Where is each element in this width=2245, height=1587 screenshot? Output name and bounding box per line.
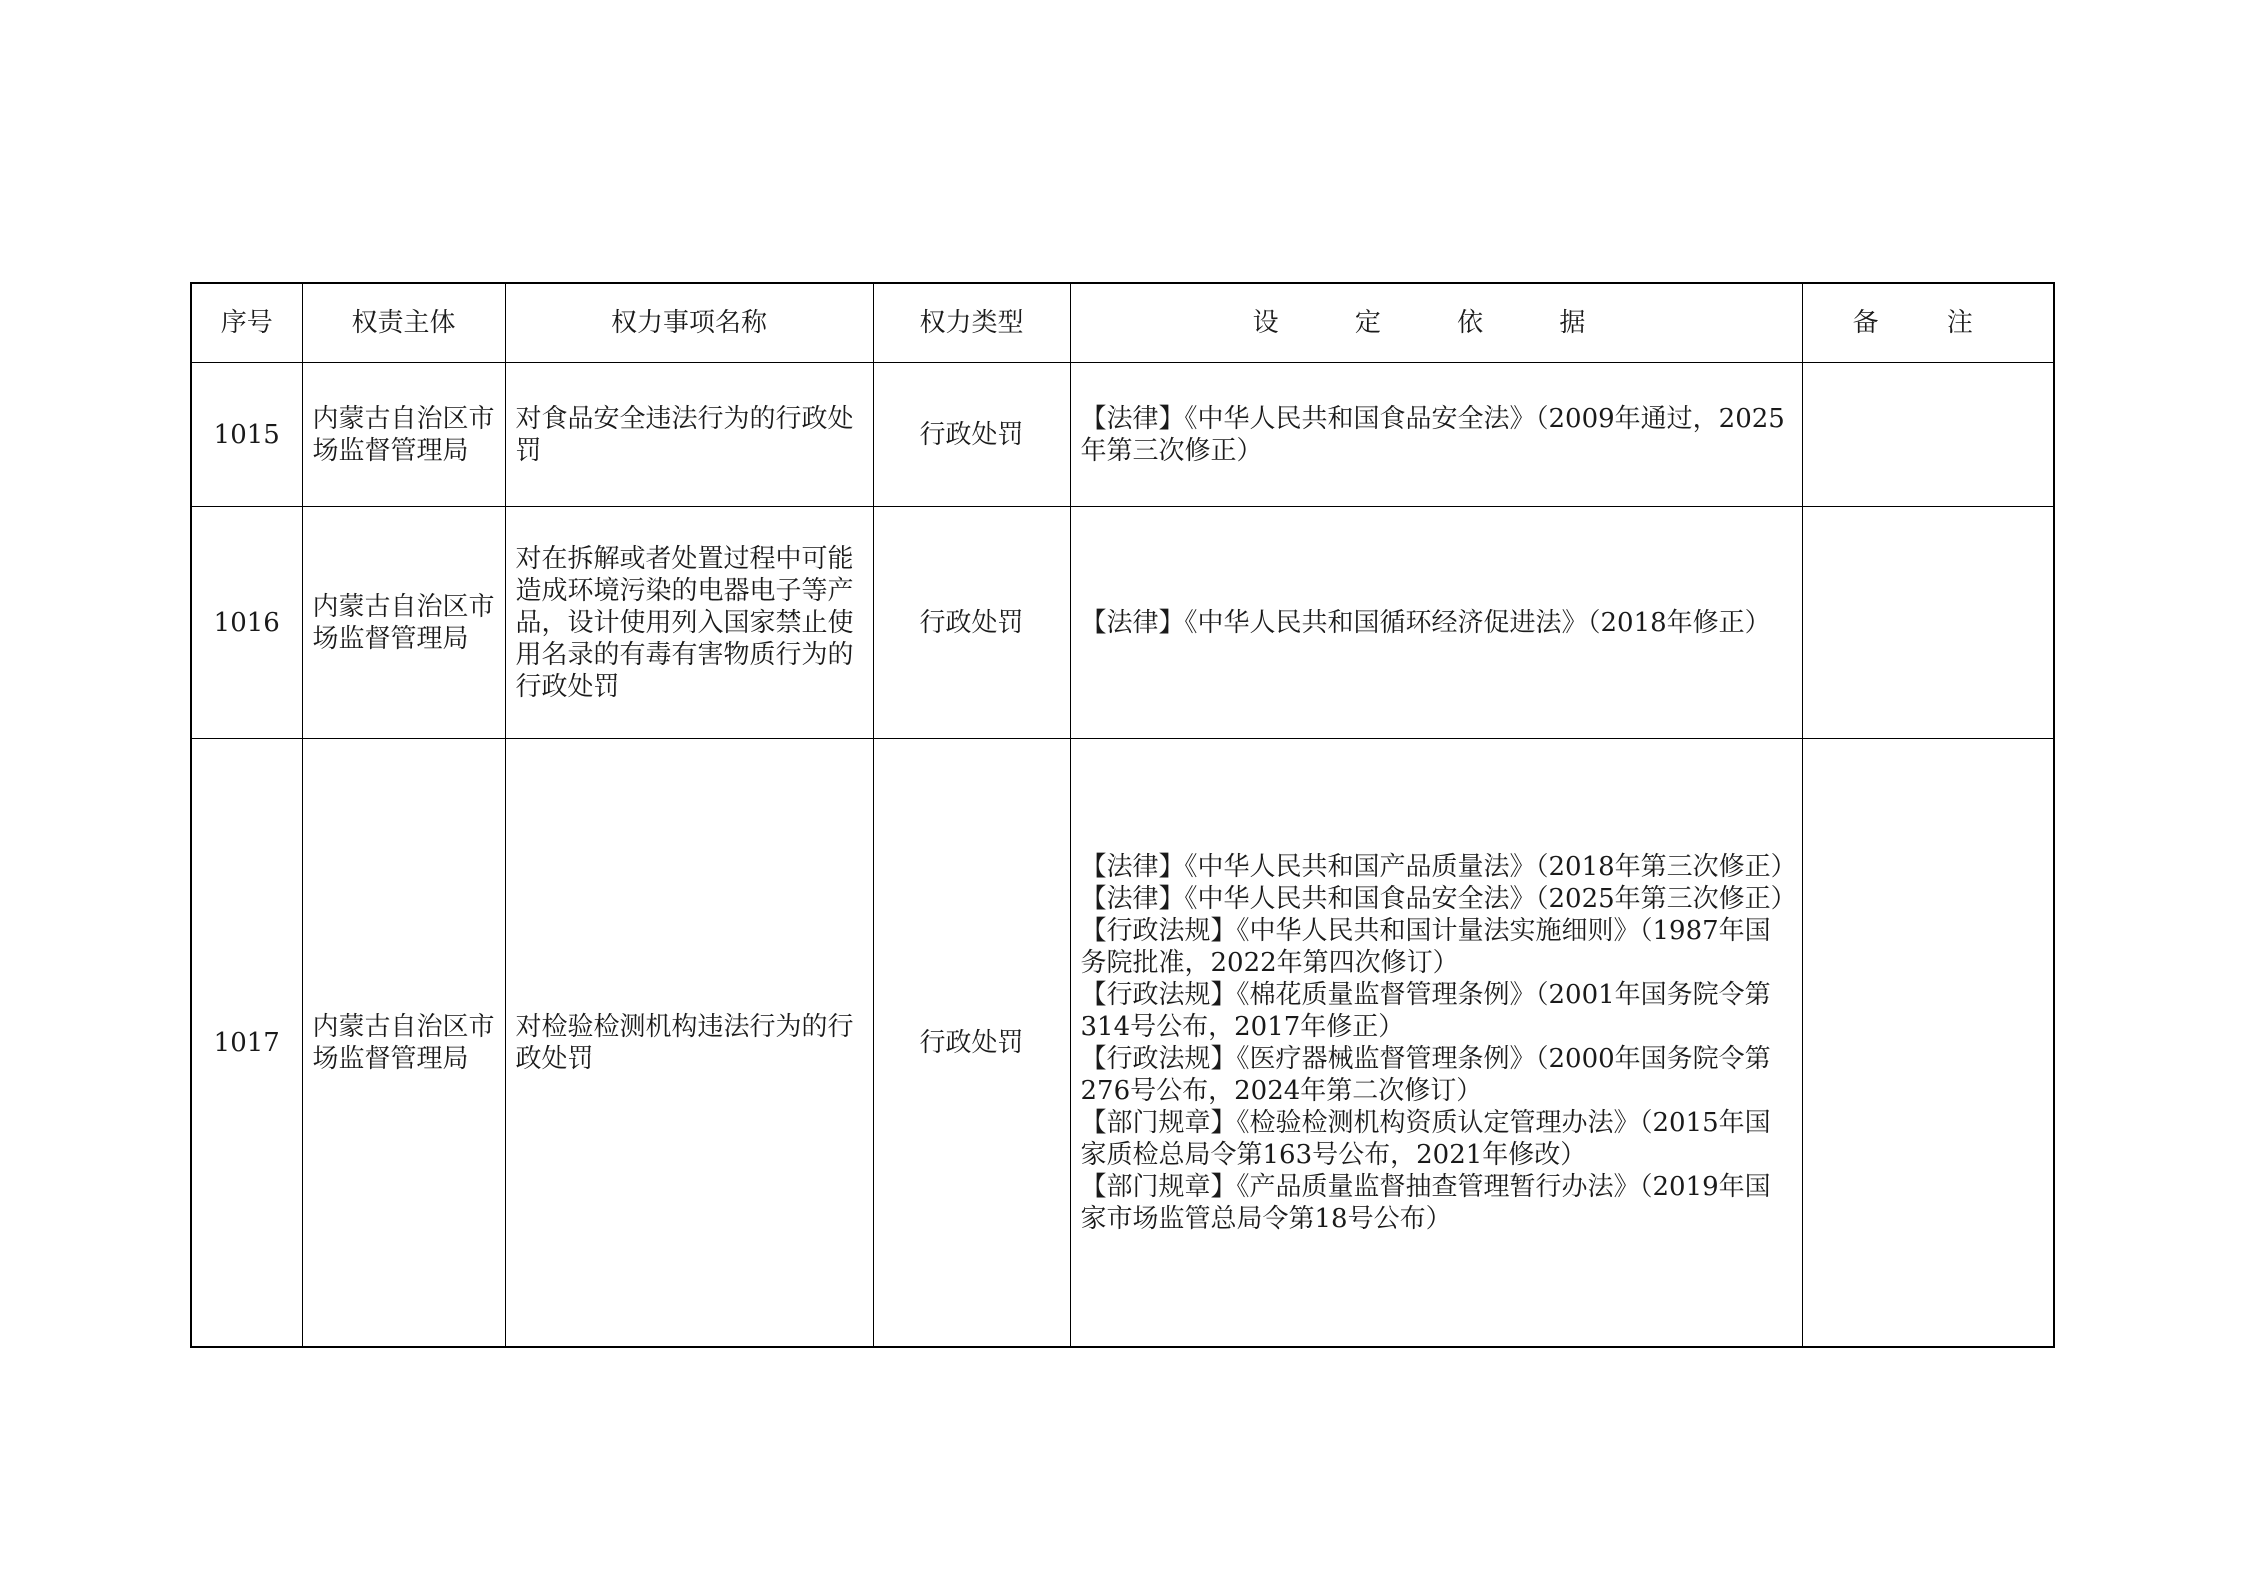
row-remark <box>1802 363 2054 507</box>
row-subject: 内蒙古自治区市场监督管理局 <box>302 363 505 507</box>
row-subject: 内蒙古自治区市场监督管理局 <box>302 739 505 1348</box>
row-basis <box>1070 363 1802 507</box>
row-remark <box>1802 739 2054 1348</box>
basis-line: 【法律】《中华人民共和国食品安全法》（2009年通过，2025年第三次修正） <box>1080 403 1785 466</box>
header-type: 权力类型 <box>873 283 1070 363</box>
header-no: 序号 <box>191 283 302 363</box>
row-power-type: 行政处罚 <box>873 739 1070 1348</box>
row-remark <box>1802 507 2054 739</box>
basis-line: 【法律】《中华人民共和国循环经济促进法》（2018年修正） <box>1080 607 1771 638</box>
basis-line: 【法律】《中华人民共和国产品质量法》（2018年第三次修正） <box>1080 851 1797 882</box>
basis-line: 【行政法规】《棉花质量监督管理条例》（2001年国务院令第314号公布，2017年修正） <box>1080 979 1771 1042</box>
header-subject: 权责主体 <box>302 283 505 363</box>
row-basis <box>1070 739 1802 1348</box>
basis-line: 【行政法规】《医疗器械监督管理条例》（2000年国务院令第276号公布，2024年第二次修订） <box>1080 1043 1771 1106</box>
row-subject: 内蒙古自治区市场监督管理局 <box>302 507 505 739</box>
table-row <box>191 363 2054 507</box>
power-list-table <box>190 282 2055 1348</box>
header-remark: 备 注 <box>1802 283 2054 363</box>
basis-line: 【部门规章】《检验检测机构资质认定管理办法》（2015年国家质检总局令第163号公布，2021年修改） <box>1080 1107 1771 1170</box>
table-row <box>191 739 2054 1348</box>
row-basis <box>1070 507 1802 739</box>
basis-line: 【法律】《中华人民共和国食品安全法》（2025年第三次修正） <box>1080 883 1797 914</box>
row-no: 1015 <box>191 363 302 507</box>
table-header-row <box>191 283 2054 363</box>
row-power-name: 对在拆解或者处置过程中可能造成环境污染的电器电子等产品，设计使用列入国家禁止使用名录的有毒有害物质行为的行政处罚 <box>505 507 873 739</box>
row-no: 1016 <box>191 507 302 739</box>
row-power-name: 对食品安全违法行为的行政处罚 <box>505 363 873 507</box>
row-power-type: 行政处罚 <box>873 507 1070 739</box>
header-basis: 设 定 依 据 <box>1070 283 1802 363</box>
basis-line: 【部门规章】《产品质量监督抽查管理暂行办法》（2019年国家市场监管总局令第18号公布） <box>1080 1171 1771 1234</box>
table-row <box>191 507 2054 739</box>
row-power-name: 对检验检测机构违法行为的行政处罚 <box>505 739 873 1348</box>
header-name: 权力事项名称 <box>505 283 873 363</box>
basis-line: 【行政法规】《中华人民共和国计量法实施细则》（1987年国务院批准，2022年第四次修订） <box>1080 915 1771 978</box>
row-no: 1017 <box>191 739 302 1348</box>
row-power-type: 行政处罚 <box>873 363 1070 507</box>
